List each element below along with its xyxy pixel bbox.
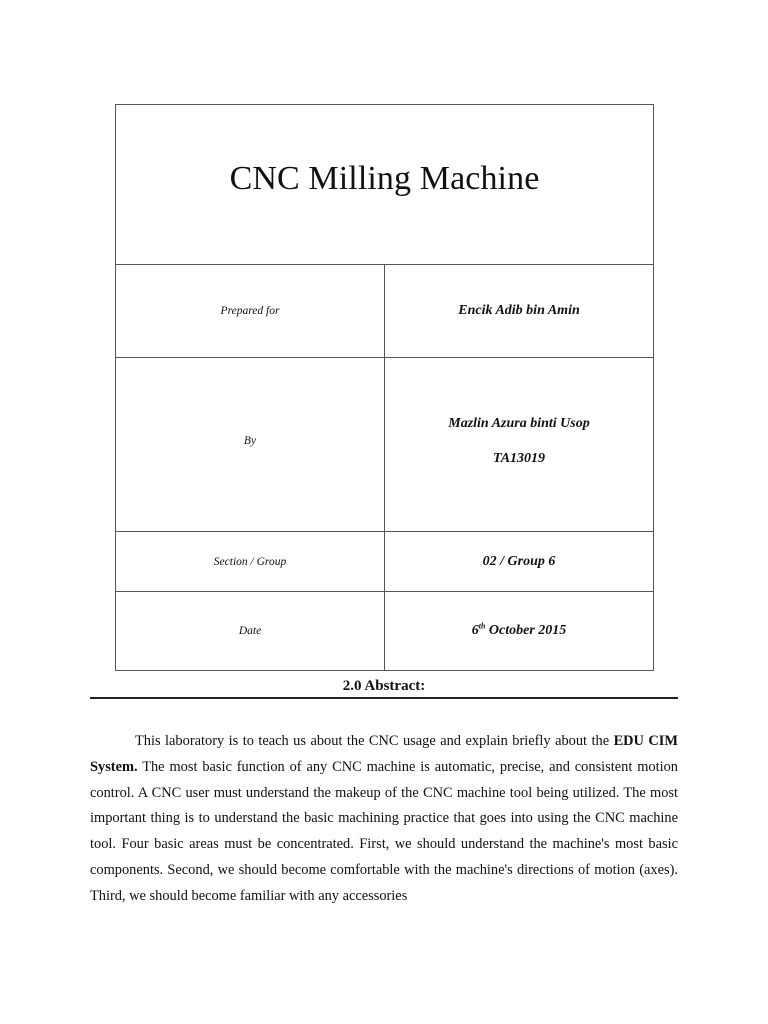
prepared-for-label: Prepared for — [116, 265, 385, 358]
by-label-cell — [116, 358, 385, 532]
date-day-suffix: th — [478, 621, 486, 631]
abstract-heading: 2.0 Abstract: — [342, 678, 426, 694]
abstract-paragraph — [90, 729, 678, 910]
abstract-bold-term: EDU CIM System. — [90, 733, 678, 775]
heading-divider — [90, 697, 678, 699]
date-value — [385, 592, 654, 671]
student-id: TA13019 — [492, 451, 546, 466]
by-label: By — [243, 434, 257, 447]
abstract-body: The most basic function of any CNC machine is automatic, precise, and consistent motion control. A CNC user must understand the makeup of the CNC machine tool being utilized. The most important thing is to understand the basic machining practice that goes into using the CNC machine tool. Four basic areas must be concentrated. First, we should understand the machine's most basic components. Second, we should become comfortable with the machine's directions of motion (axes). Third, we should become familiar with any accessories — [90, 758, 678, 904]
prepared-for-value: Encik Adib bin Amin — [385, 265, 654, 358]
date-day: 6 — [471, 623, 479, 638]
abstract-intro: This laboratory is to teach us about the CNC usage and explain briefly about the — [135, 733, 614, 749]
title-row — [116, 105, 654, 265]
date-label: Date — [116, 592, 385, 671]
date-row — [116, 592, 654, 671]
cover-table — [115, 104, 654, 671]
prepared-for-row — [116, 265, 654, 358]
section-group-row — [116, 532, 654, 592]
by-value-cell — [385, 358, 654, 532]
date-month-year: October 2015 — [485, 623, 567, 638]
author-name: Mazlin Azura binti Usop — [448, 416, 590, 431]
by-row — [116, 358, 654, 532]
title-cell — [116, 105, 654, 265]
section-group-value: 02 / Group 6 — [385, 532, 654, 592]
document-title: CNC Milling Machine — [229, 159, 540, 197]
section-group-label: Section / Group — [116, 532, 385, 592]
